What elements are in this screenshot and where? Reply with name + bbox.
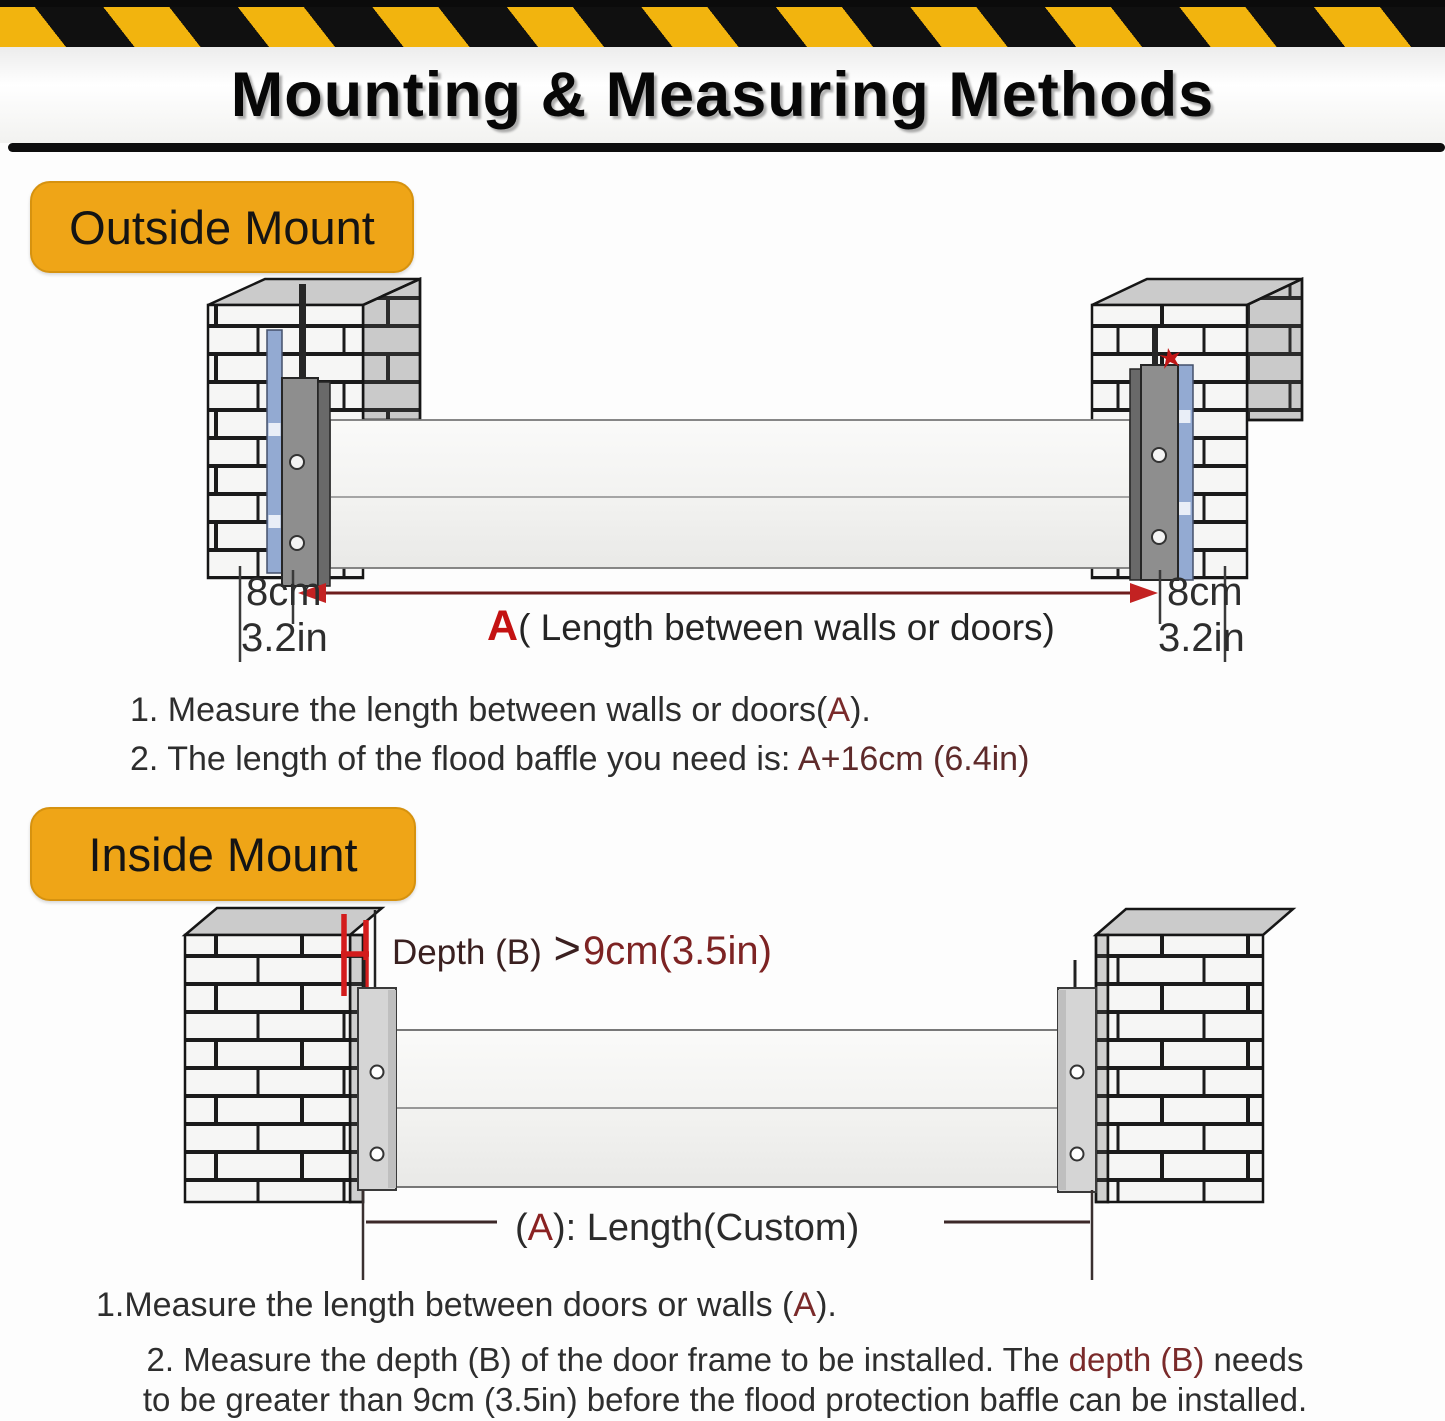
outside-step1-suffix: ). — [850, 691, 871, 729]
inside-left-plate — [358, 960, 396, 1190]
inside-step2-line1 — [25, 1340, 1425, 1380]
inside-step1-var: A — [793, 1286, 817, 1324]
inside-right-wall — [1096, 909, 1293, 1202]
title-band — [0, 47, 1445, 143]
inside-step1-suffix: ). — [816, 1286, 837, 1324]
inside-step2-line2: to be greater than 9cm (3.5in) before the flood protection baffle can be installed. — [142, 1381, 1308, 1418]
outside-length-var: A — [487, 602, 519, 650]
outside-left-offset-cm: 8cm — [246, 570, 322, 614]
inside-length-open: ( — [515, 1207, 528, 1249]
outside-length-caption: ( Length between walls or doors) — [518, 607, 1055, 648]
outside-left-channel — [267, 330, 282, 573]
outside-step-1 — [130, 691, 871, 730]
outside-right-offset-cm: 8cm — [1167, 570, 1243, 614]
outside-step1-var: A — [827, 691, 851, 729]
outside-step2-text: 2. The length of the flood baffle you need is: — [130, 740, 798, 778]
inside-length-var: A — [527, 1207, 554, 1249]
page-title: Mounting & Measuring Methods — [230, 60, 1215, 130]
outside-length-label — [487, 602, 1055, 651]
outside-mount-badge-label: Outside Mount — [69, 200, 375, 254]
outside-step-2 — [130, 740, 1029, 779]
inside-step2-part1: 2. Measure the depth (B) of the door frame to be installed. The — [146, 1341, 1069, 1378]
outside-left-offset-in: 3.2in — [241, 616, 328, 660]
inside-mount-badge-label: Inside Mount — [88, 827, 358, 881]
outside-dimension-arrow — [298, 583, 1158, 603]
inside-step-2 — [25, 1340, 1425, 1420]
depth-operator: > — [553, 921, 581, 974]
outside-barrier-panel — [330, 420, 1130, 568]
inside-step-1 — [96, 1286, 837, 1325]
inside-right-plate — [1058, 960, 1096, 1192]
inside-step2-highlight: depth (B) — [1068, 1341, 1205, 1378]
outside-step2-formula: A+16cm (6.4in) — [797, 740, 1030, 778]
inside-step2-part2: needs — [1204, 1341, 1304, 1378]
outside-mount-badge — [30, 181, 414, 273]
inside-step1-text: 1.Measure the length between doors or walls ( — [96, 1286, 794, 1324]
outside-right-offset-in: 3.2in — [1158, 616, 1245, 660]
inside-mount-badge — [30, 807, 416, 901]
inside-length-caption: ): Length(Custom) — [553, 1207, 860, 1249]
hazard-tape-banner — [0, 0, 1445, 47]
depth-value: 9cm(3.5in) — [582, 929, 772, 973]
inside-length-label — [515, 1207, 859, 1250]
outside-right-channel — [1177, 365, 1193, 580]
inside-barrier-panel — [394, 1030, 1060, 1187]
title-divider — [8, 143, 1445, 152]
outside-step1-text: 1. Measure the length between walls or doors( — [130, 691, 828, 729]
depth-label: Depth (B) — [392, 933, 552, 972]
depth-annotation — [392, 920, 772, 975]
